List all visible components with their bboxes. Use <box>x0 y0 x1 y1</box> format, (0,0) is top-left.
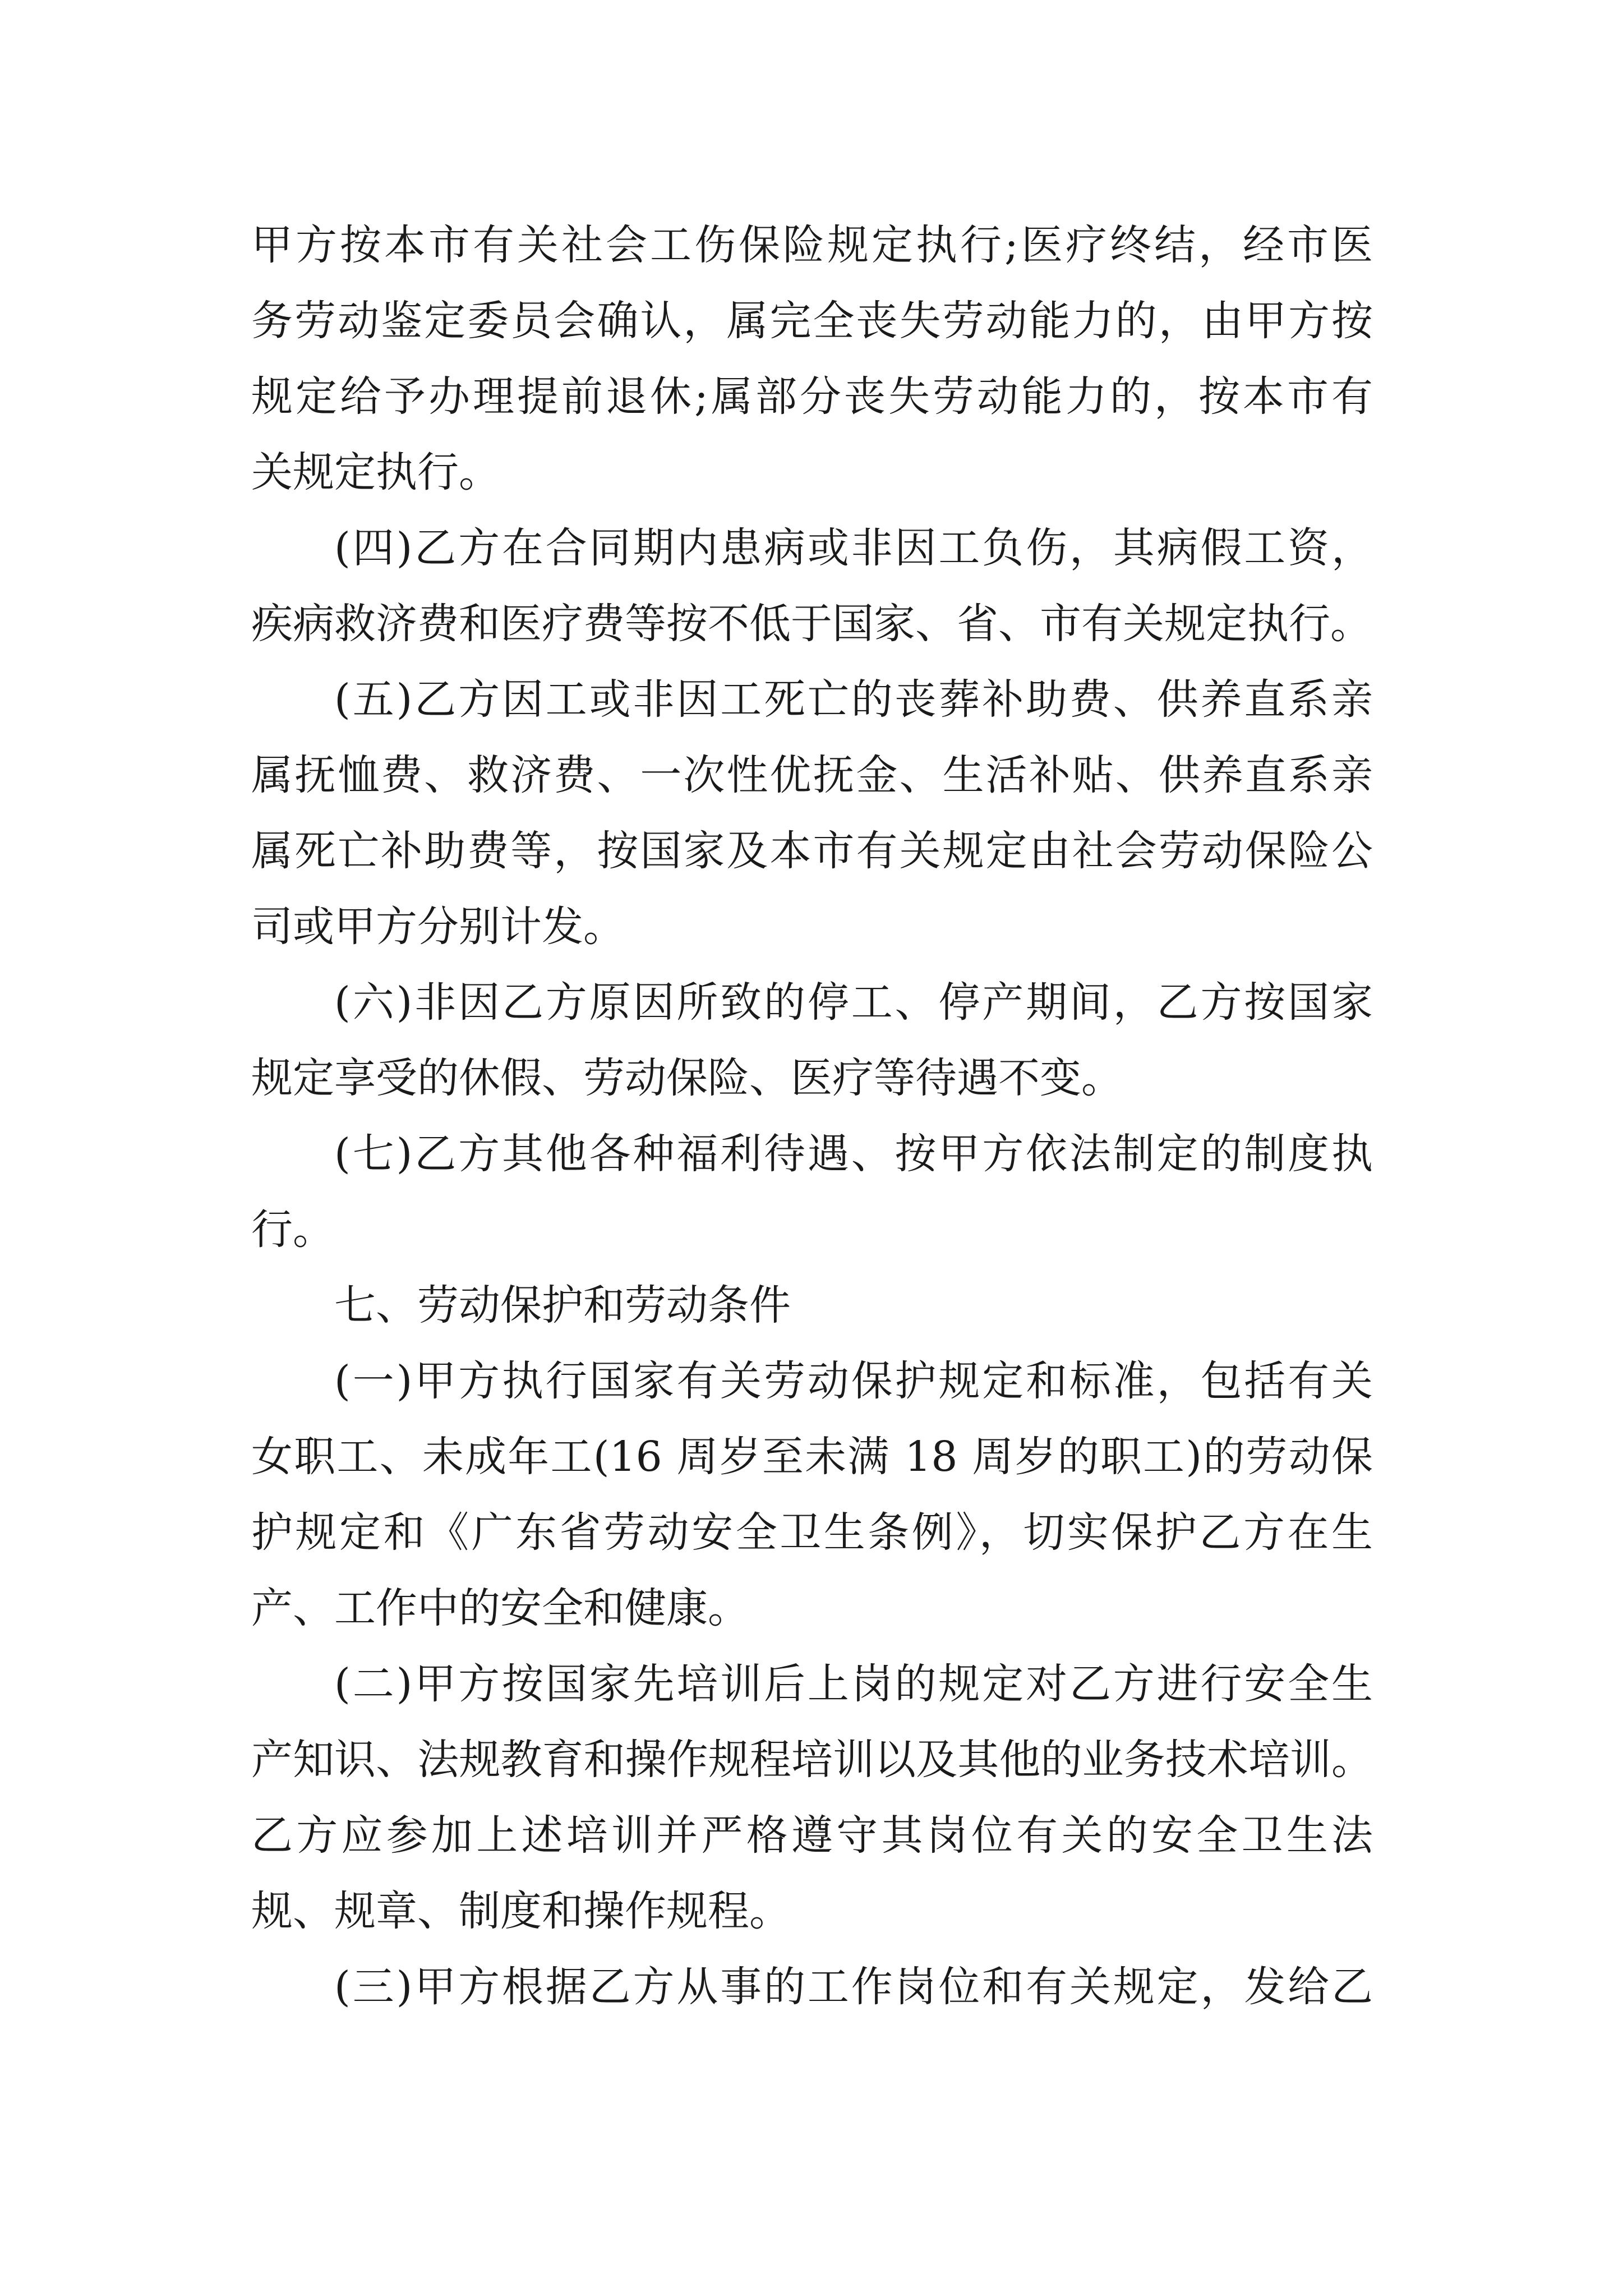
text-line: (六)非因乙方原因所致的停工、停产期间，乙方按国家 <box>334 978 1373 1027</box>
text-line: (五)乙方因工或非因工死亡的丧葬补助费、供养直系亲 <box>334 675 1373 724</box>
text-line: 女职工、未成年工(16 周岁至未满 18 周岁的职工)的劳动保 <box>251 1433 1373 1481</box>
text-line: 乙方应参加上述培训并严格遵守其岗位有关的安全卫生法 <box>251 1811 1373 1860</box>
text-line: 疾病救济费和医疗费等按不低于国家、省、市有关规定执行。 <box>251 600 1372 648</box>
text-line: 产、工作中的安全和健康。 <box>251 1584 749 1632</box>
text-line: 行。 <box>251 1205 334 1254</box>
text-line: 属抚恤费、救济费、一次性优抚金、生活补贴、供养直系亲 <box>251 751 1373 799</box>
text-line: 属死亡补助费等，按国家及本市有关规定由社会劳动保险公 <box>251 827 1373 875</box>
text-line: 规定享受的休假、劳动保险、医疗等待遇不变。 <box>251 1054 1123 1102</box>
text-line: (三)甲方根据乙方从事的工作岗位和有关规定，发给乙 <box>334 1963 1373 2011</box>
text-line: 七、劳动保护和劳动条件 <box>334 1281 791 1329</box>
text-line: 规定给予办理提前退休;属部分丧失劳动能力的，按本市有 <box>251 372 1373 421</box>
text-line: 规、规章、制度和操作规程。 <box>251 1887 791 1935</box>
text-line: 司或甲方分别计发。 <box>251 903 625 951</box>
text-line: (二)甲方按国家先培训后上岗的规定对乙方进行安全生 <box>334 1660 1373 1708</box>
text-line: (一)甲方执行国家有关劳动保护规定和标准，包括有关 <box>334 1357 1373 1405</box>
text-line: (四)乙方在合同期内患病或非因工负伤，其病假工资， <box>334 524 1373 572</box>
text-line: 甲方按本市有关社会工伤保险规定执行;医疗终结，经市医 <box>251 221 1373 269</box>
text-line: 务劳动鉴定委员会确认，属完全丧失劳动能力的，由甲方按 <box>251 297 1373 345</box>
text-line: 护规定和《广东省劳动安全卫生条例》，切实保护乙方在生 <box>251 1508 1373 1557</box>
text-line: 关规定执行。 <box>251 448 500 496</box>
text-line: (七)乙方其他各种福利待遇、按甲方依法制定的制度执 <box>334 1130 1373 1178</box>
document-body <box>251 208 1373 2025</box>
text-line: 产知识、法规教育和操作规程培训以及其他的业务技术培训。 <box>251 1736 1373 1784</box>
